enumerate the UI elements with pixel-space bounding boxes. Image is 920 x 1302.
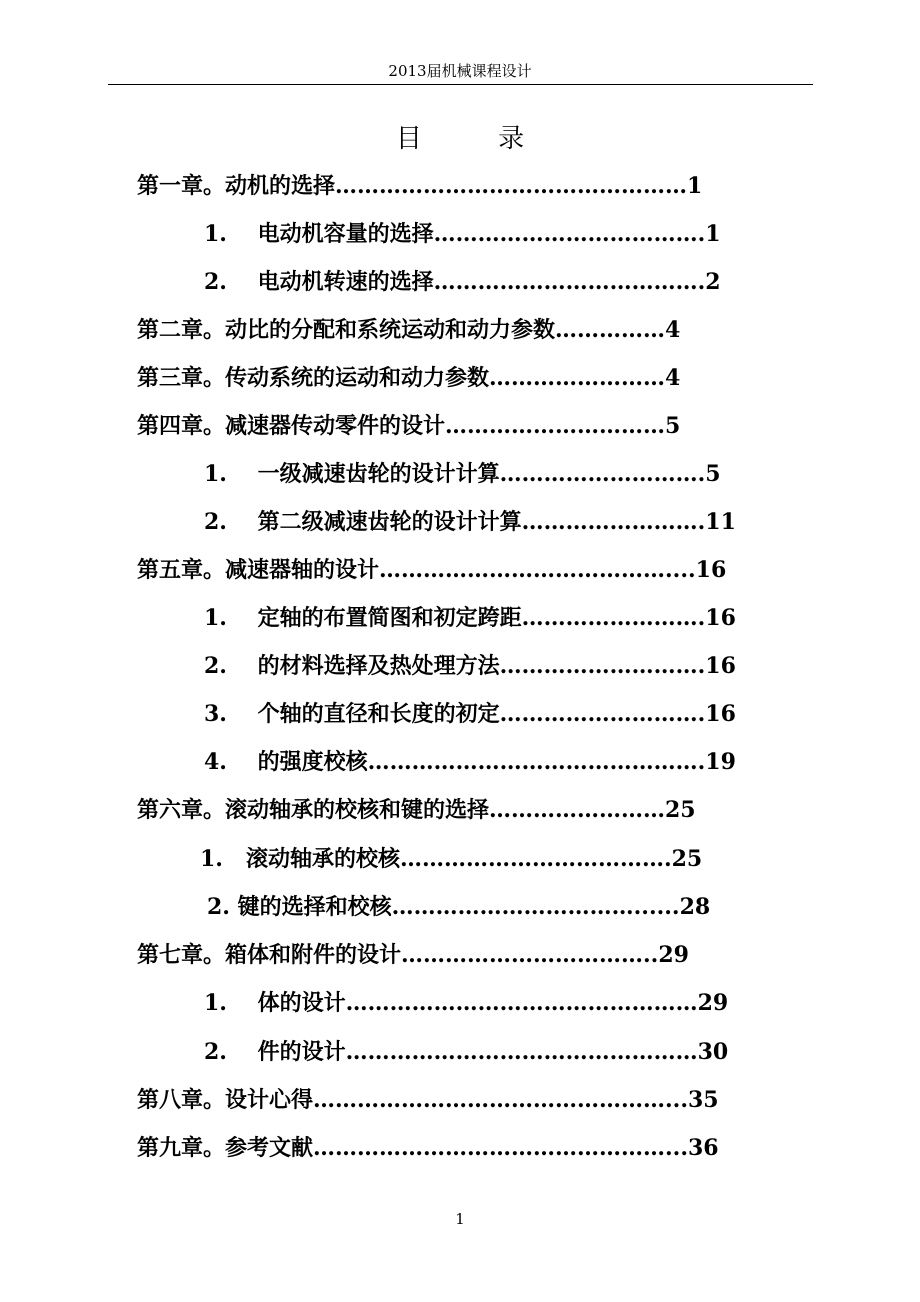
toc-entry-5-4[interactable]: 4. 的强度校核……………………………………….19 <box>204 749 736 775</box>
toc-entry-6-1[interactable]: 1. 滚动轴承的校核……………………………….25 <box>200 846 703 872</box>
toc-entry-1-1[interactable]: 1. 电动机容量的选择……………………………….1 <box>204 221 721 247</box>
toc-entry-chapter-7[interactable]: 第七章。箱体和附件的设计……………………………..29 <box>137 942 689 968</box>
toc-entry-6-2[interactable]: 2. 键的选择和校核……………………………......28 <box>207 894 711 920</box>
toc-title: 目 录 <box>395 124 559 154</box>
toc-entry-5-1[interactable]: 1. 定轴的布置简图和初定跨距…………………….16 <box>204 605 736 631</box>
toc-entry-chapter-9[interactable]: 第九章。参考文献…………………………………………...36 <box>137 1135 719 1161</box>
toc-entry-chapter-1[interactable]: 第一章。动机的选择…………………………………………1 <box>137 173 703 199</box>
toc-entry-chapter-5[interactable]: 第五章。减速器轴的设计…………………………………....16 <box>137 557 727 583</box>
page-number: 1 <box>455 1210 465 1228</box>
toc-entry-5-3[interactable]: 3. 个轴的直径和长度的初定……………………….16 <box>204 701 736 727</box>
toc-entry-4-2[interactable]: 2. 第二级减速齿轮的设计计算…………………….11 <box>204 509 736 535</box>
toc-entry-chapter-6[interactable]: 第六章。滚动轴承的校核和键的选择……………………25 <box>137 797 696 823</box>
toc-entry-chapter-3[interactable]: 第三章。传动系统的运动和动力参数……………………4 <box>137 365 681 391</box>
toc-entry-7-2[interactable]: 2. 件的设计…………………………………………30 <box>204 1039 729 1065</box>
toc-entry-chapter-2[interactable]: 第二章。动比的分配和系统运动和动力参数……………4 <box>137 317 681 343</box>
toc-entry-4-1[interactable]: 1. 一级减速齿轮的设计计算……………………….5 <box>204 461 721 487</box>
page-header: 2013届机械课程设计 <box>388 62 532 80</box>
header-divider <box>108 84 813 85</box>
toc-entry-chapter-8[interactable]: 第八章。设计心得…………………………………………...35 <box>137 1087 719 1113</box>
toc-entry-1-2[interactable]: 2. 电动机转速的选择……………………………….2 <box>204 269 721 295</box>
toc-entry-5-2[interactable]: 2. 的材料选择及热处理方法……………………….16 <box>204 653 736 679</box>
toc-entry-chapter-4[interactable]: 第四章。减速器传动零件的设计…………………………5 <box>137 413 681 439</box>
toc-entry-7-1[interactable]: 1. 体的设计…………………………………………29 <box>204 990 729 1016</box>
